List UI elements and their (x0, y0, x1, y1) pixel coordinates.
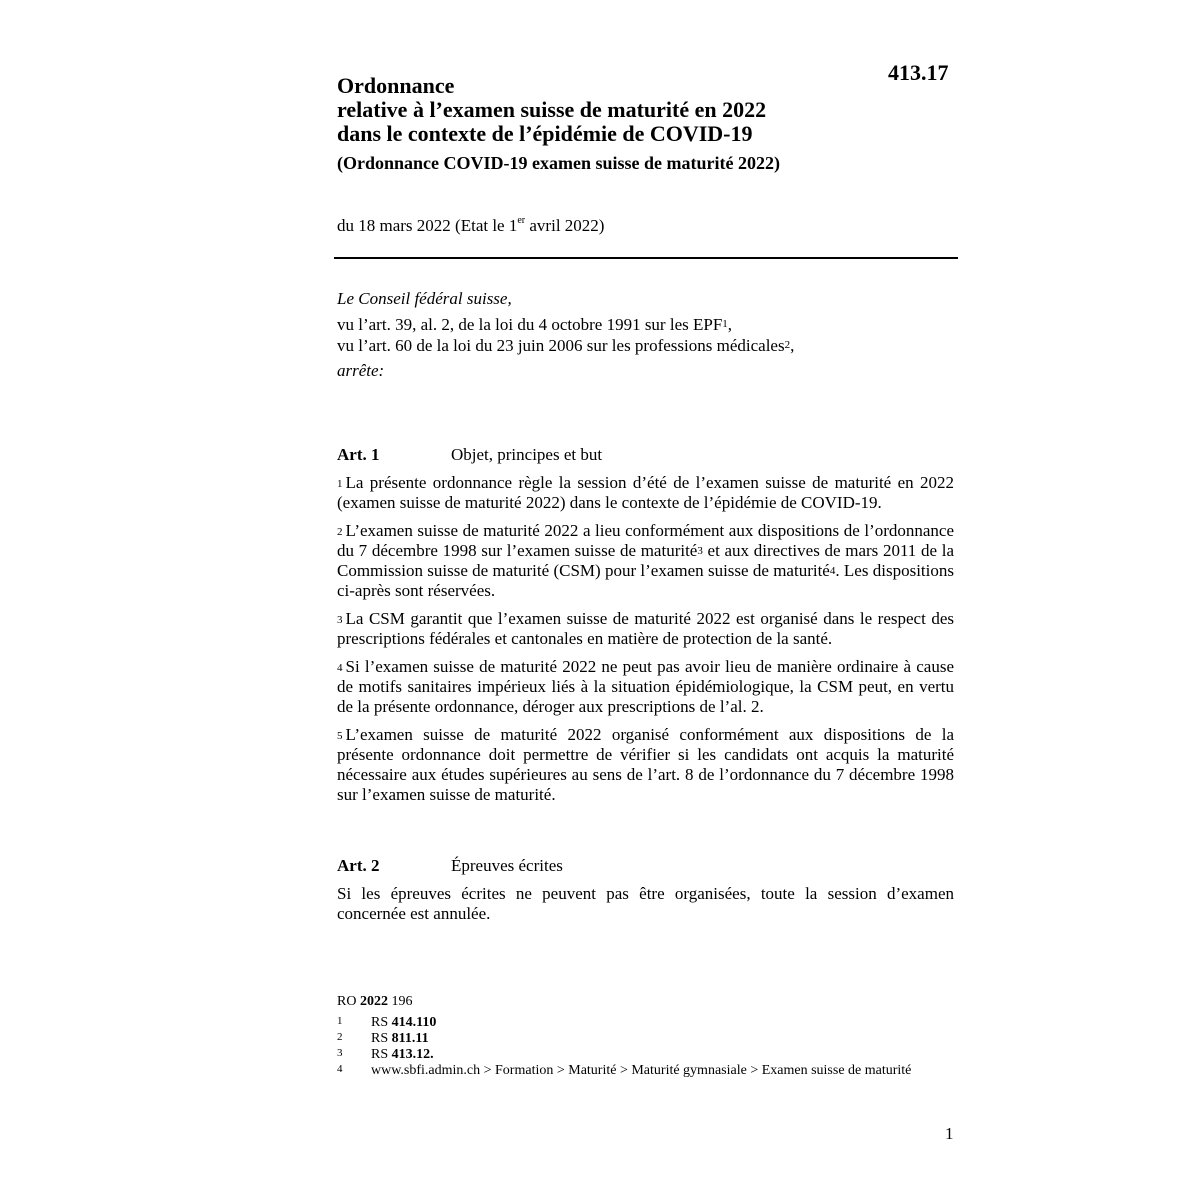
preamble-decree: arrête: (337, 361, 385, 380)
paragraph (337, 725, 954, 805)
paragraph-number: 3 (337, 614, 343, 626)
paragraph-text: La CSM garantit que l’examen suisse de maturité 2022 est organisé dans le respect des prescriptions fédérales et cantonales en matière de protection de la santé. (337, 609, 954, 648)
short-title: (Ordonnance COVID-19 examen suisse de maturité 2022) (337, 153, 780, 173)
paragraph (337, 473, 954, 513)
paragraph-text: L’examen suisse de maturité 2022 a lieu conformément aux dispositions de l’ordonnance du 7 décembre 1998 sur l’examen suisse de maturité (337, 521, 954, 560)
paragraph (337, 609, 954, 649)
footnote-link[interactable]: 811.11 (391, 1031, 429, 1046)
footnote-ref-1[interactable]: 1 (722, 318, 728, 330)
footnote-item (337, 1063, 937, 1079)
article-1 (337, 445, 954, 813)
footnote-item: 3 RS 413.12. (337, 1047, 434, 1062)
official-compilation-ref: RO 2022 196 (337, 994, 413, 1009)
footnote-index: 4 (337, 1063, 343, 1075)
header-divider (334, 257, 958, 259)
paragraph-text: . Les dispositions ci-après sont réservées. (337, 561, 954, 600)
preamble-basis-1: vu l’art. 39, al. 2, de la loi du 4 octobre 1991 sur les EPF$^1$, (337, 315, 733, 334)
article-number: Art. 1 (337, 445, 380, 464)
paragraph-number: 1 (337, 478, 343, 490)
date-line (337, 216, 604, 236)
paragraph-text: Si les épreuves écrites ne peuvent pas être organisées, toute la session d’examen concernée est annulée. (337, 884, 954, 923)
date-superscript: er (517, 215, 526, 227)
paragraph-text: et aux directives de mars 2011 de la Commission suisse de maturité (CSM) pour l’examen suisse de maturité (337, 541, 954, 580)
footnote-ref-2[interactable]: 2 (784, 339, 791, 351)
article-title: Objet, principes et but (451, 445, 603, 464)
paragraph-text: Si l’examen suisse de maturité 2022 ne peut pas avoir lieu de manière ordinaire à cause de motifs sanitaires impérieux liés à la situation épidémiologique, la CSM peut, en vertu de la présente ordonnance, déroger aux prescriptions de l’al. 2. (337, 657, 954, 716)
paragraph-number: 4 (337, 662, 343, 674)
footnote-ref-4[interactable]: 4 (829, 565, 836, 577)
preamble-basis-2: vu l’art. 60 de la loi du 23 juin 2006 sur les professions médicales$^2$, (337, 336, 795, 355)
title-line-3: dans le contexte de l’épidémie de COVID-19 (337, 121, 753, 146)
paragraph (337, 657, 954, 717)
paragraph-text: L’examen suisse de maturité 2022 organisé conformément aux dispositions de la présente ordonnance doit permettre de vérifier si les candidats ont acquis la maturité nécessaire aux études supérieures au sens de l’art. 8 de l’ordonnance du 7 décembre 1998 sur l’examen suisse de maturité. (337, 725, 954, 804)
title-block (337, 74, 897, 174)
footnote-index: 3 (337, 1047, 343, 1059)
article-heading (337, 856, 954, 876)
preamble-authority: Le Conseil fédéral suisse, (337, 289, 512, 308)
paragraph-text: La présente ordonnance règle la session d’été de l’examen suisse de maturité en 2022 (examen suisse de maturité 2022) dans le contexte de l’épidémie de COVID-19. (337, 473, 954, 512)
footnote-index: 1 (337, 1015, 343, 1027)
paragraph (337, 521, 954, 601)
page-number: 1 (945, 1124, 954, 1143)
date-prefix: du 18 mars 2022 (Etat le 1 (337, 216, 518, 235)
footnote-link[interactable]: 414.110 (391, 1015, 437, 1030)
preamble (337, 288, 957, 381)
paragraph (337, 884, 954, 924)
footnote-index: 2 (337, 1031, 343, 1043)
footnote-ref-3[interactable]: 3 (697, 545, 703, 557)
systematic-number: 413.17 (888, 60, 949, 85)
article-number: Art. 2 (337, 856, 380, 875)
footnote-link[interactable]: 413.12. (391, 1047, 434, 1062)
article-title: Épreuves écrites (451, 856, 563, 875)
title-line-2: relative à l’examen suisse de maturité en 2022 (337, 97, 767, 122)
title-line-1: Ordonnance (337, 73, 455, 98)
article-heading (337, 445, 954, 465)
date-suffix: avril 2022) (525, 216, 605, 235)
footnote-item: 2 RS 811.11 (337, 1031, 429, 1046)
footnotes (337, 994, 937, 1079)
footnote-link[interactable]: www.sbfi.admin.ch > Formation > Maturité > Maturité gymnasiale > Examen suisse de maturité (371, 1063, 912, 1078)
paragraph-number: 2 (337, 526, 343, 538)
paragraph-number: 5 (337, 730, 343, 742)
footnote-item: 1 RS 414.110 (337, 1015, 437, 1030)
article-2 (337, 856, 954, 932)
